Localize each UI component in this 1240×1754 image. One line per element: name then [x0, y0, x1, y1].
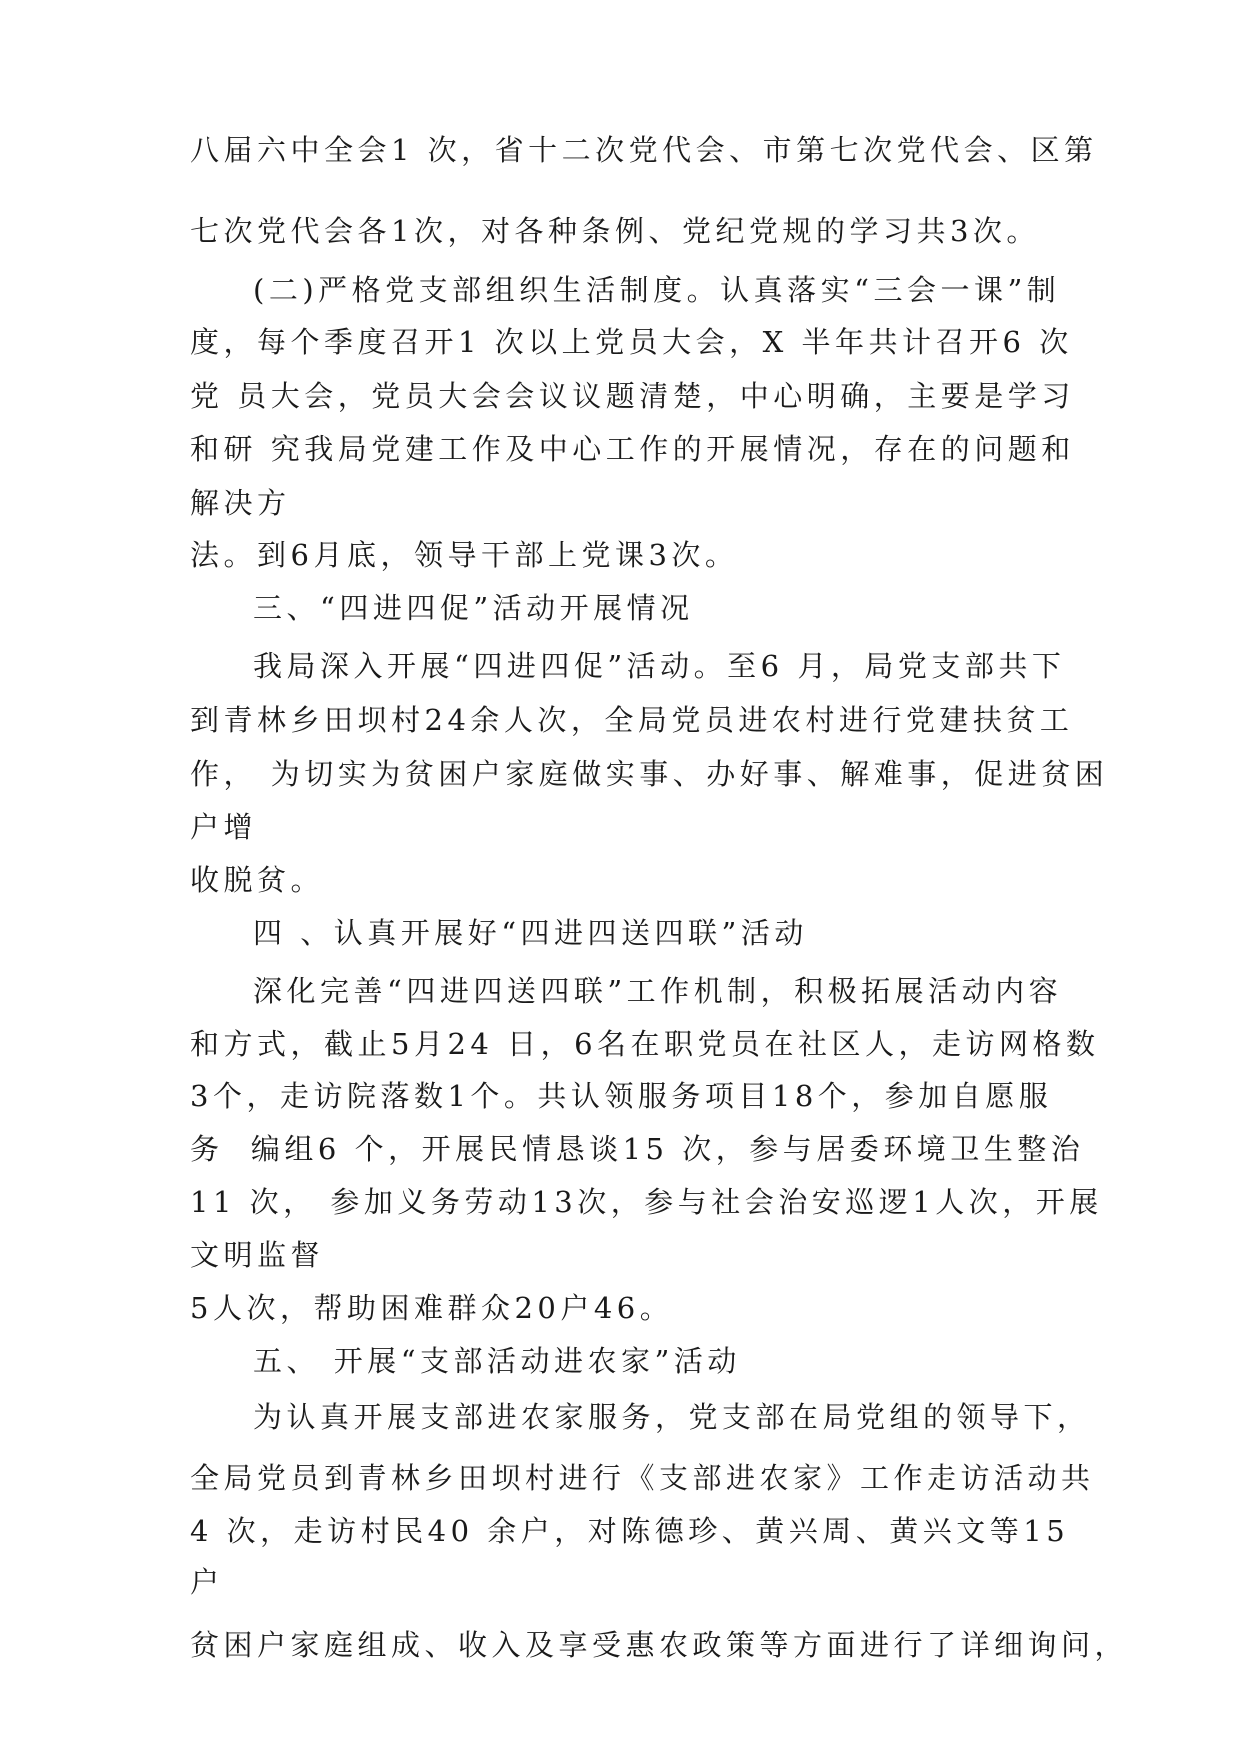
text-line: 作， 为切实为贫困户家庭做实事、办好事、解难事，促进贫困 [190, 757, 1109, 791]
section-heading: 四 、认真开展好“四进四送四联”活动 [253, 916, 808, 950]
text-line: 全局党员到青林乡田坝村进行《支部进农家》工作走访活动共 [190, 1461, 1095, 1495]
text-line: 4 次，走访村民40 余户，对陈德珍、黄兴周、黄兴文等15 [190, 1514, 1070, 1548]
text-line: 务 编组6 个，开展民情恳谈15 次，参与居委环境卫生整治 [190, 1132, 1085, 1166]
text-line: 到青林乡田坝村24余人次，全局党员进农村进行党建扶贫工 [190, 703, 1074, 737]
text-line: 八届六中全会1 次，省十二次党代会、市第七次党代会、区第 [190, 133, 1098, 167]
text-line: 户增 [190, 810, 258, 844]
text-line: 收脱贫。 [190, 863, 325, 897]
text-line: 我局深入开展“四进四促”活动。至6 月，局党支部共下 [253, 649, 1066, 683]
section-heading: 五、 开展“支部活动进农家”活动 [253, 1344, 741, 1378]
text-line: 3个，走访院落数1个。共认领服务项目18个，参加自愿服 [190, 1079, 1053, 1113]
text-line: 为认真开展支部进农家服务，党支部在局党组的领导下， [253, 1400, 1091, 1434]
text-line: 和研 究我局党建工作及中心工作的开展情况，存在的问题和 [190, 432, 1075, 466]
text-line: 5人次，帮助困难群众20户46。 [190, 1291, 674, 1325]
text-line: 度，每个季度召开1 次以上党员大会，X 半年共计召开6 次 [190, 325, 1073, 359]
text-line: 文明监督 [190, 1238, 325, 1272]
text-line: 法。到6月底，领导干部上党课3次。 [190, 538, 739, 572]
text-line: 深化完善“四进四送四联”工作机制，积极拓展活动内容 [253, 974, 1063, 1008]
text-line: 党 员大会，党员大会会议议题清楚，中心明确，主要是学习 [190, 379, 1075, 413]
text-line: 七次党代会各1次，对各种条例、党纪党规的学习共3次。 [190, 214, 1040, 248]
text-line: 户 [190, 1565, 224, 1599]
text-line: (二)严格党支部组织生活制度。认真落实“三会一课”制 [253, 273, 1061, 307]
text-line: 解决方 [190, 486, 291, 520]
text-line: 11 次， 参加义务劳动13次，参与社会治安巡逻1人次，开展 [190, 1185, 1103, 1219]
text-line: 贫困户家庭组成、收入及享受惠农政策等方面进行了详细询问， [190, 1628, 1129, 1662]
text-line: 和方式，截止5月24 日，6名在职党员在社区人，走访网格数 [190, 1027, 1100, 1061]
section-heading: 三、“四进四促”活动开展情况 [253, 591, 694, 625]
